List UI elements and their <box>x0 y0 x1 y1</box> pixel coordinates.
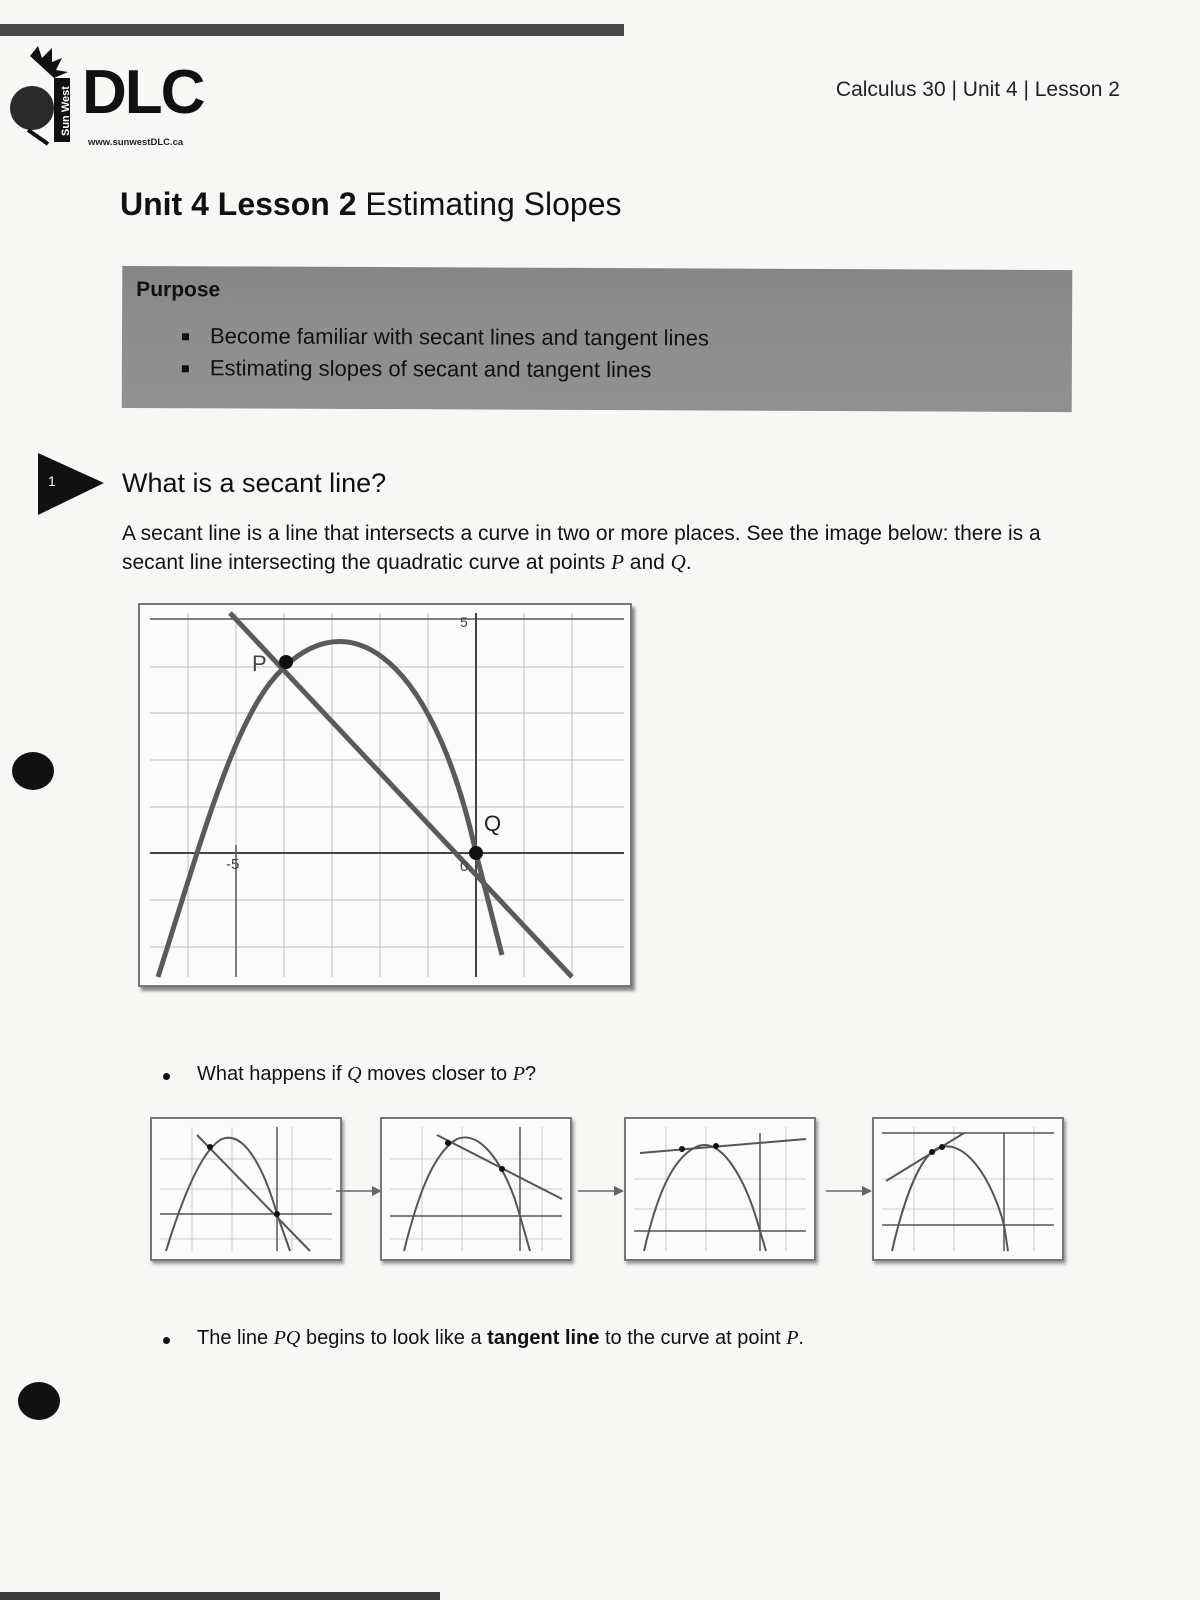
top-rule <box>0 24 624 36</box>
tick-label-neg5: -5 <box>226 856 240 873</box>
thumbnail-2 <box>380 1117 572 1261</box>
logo-url: www.sunwestDLC.ca <box>88 137 184 148</box>
label-q: Q <box>484 811 502 836</box>
secant-graph-svg <box>140 605 630 985</box>
tick-label-0: 0 <box>460 858 469 875</box>
point-p <box>279 655 293 669</box>
punch-hole-icon <box>18 1382 60 1420</box>
purpose-box <box>122 266 1073 412</box>
lesson-title-bold: Unit 4 Lesson 2 <box>120 186 357 222</box>
grid-lines <box>150 613 624 977</box>
bullet-tangent-note: The line PQ begins to look like a tangent line to the curve at point P. <box>197 1327 804 1349</box>
secant-definition: A secant line is a line that intersects a curve in two or more places. See the image below: there is a secant line intersecting the quadratic curve at points P and Q. <box>122 522 1041 574</box>
tick-label-5: 5 <box>460 614 468 630</box>
purpose-item: Become familiar with secant lines and tangent lines <box>182 320 709 354</box>
purpose-item: Estimating slopes of secant and tangent lines <box>182 352 709 386</box>
thumbnail-4 <box>872 1117 1064 1261</box>
section-heading: What is a secant line? <box>122 468 387 498</box>
course-breadcrumb: Calculus 30 | Unit 4 | Lesson 2 <box>835 78 1120 101</box>
purpose-heading: Purpose <box>136 277 221 302</box>
arrow-right-icon <box>578 1186 624 1196</box>
purpose-list <box>182 320 709 386</box>
lesson-title-rest: Estimating Slopes <box>356 186 622 222</box>
point-q <box>469 846 483 860</box>
lesson-title <box>120 186 622 223</box>
secant-line <box>230 613 572 977</box>
svg-text:Sun West: Sun West <box>60 86 72 136</box>
quadratic-curve <box>158 642 502 977</box>
section-number: 1 <box>48 473 56 489</box>
punch-hole-icon <box>12 752 54 790</box>
label-p: P <box>252 651 267 676</box>
arrow-right-icon <box>826 1186 872 1196</box>
bottom-rule <box>0 1592 440 1600</box>
secant-graph <box>138 603 632 987</box>
arrow-right-icon <box>336 1186 382 1196</box>
thumbnail-1 <box>150 1117 342 1261</box>
thumbnail-3 <box>624 1117 816 1261</box>
logo-text: DLC <box>82 58 204 127</box>
bullet-question: What happens if Q moves closer to P? <box>197 1063 537 1085</box>
